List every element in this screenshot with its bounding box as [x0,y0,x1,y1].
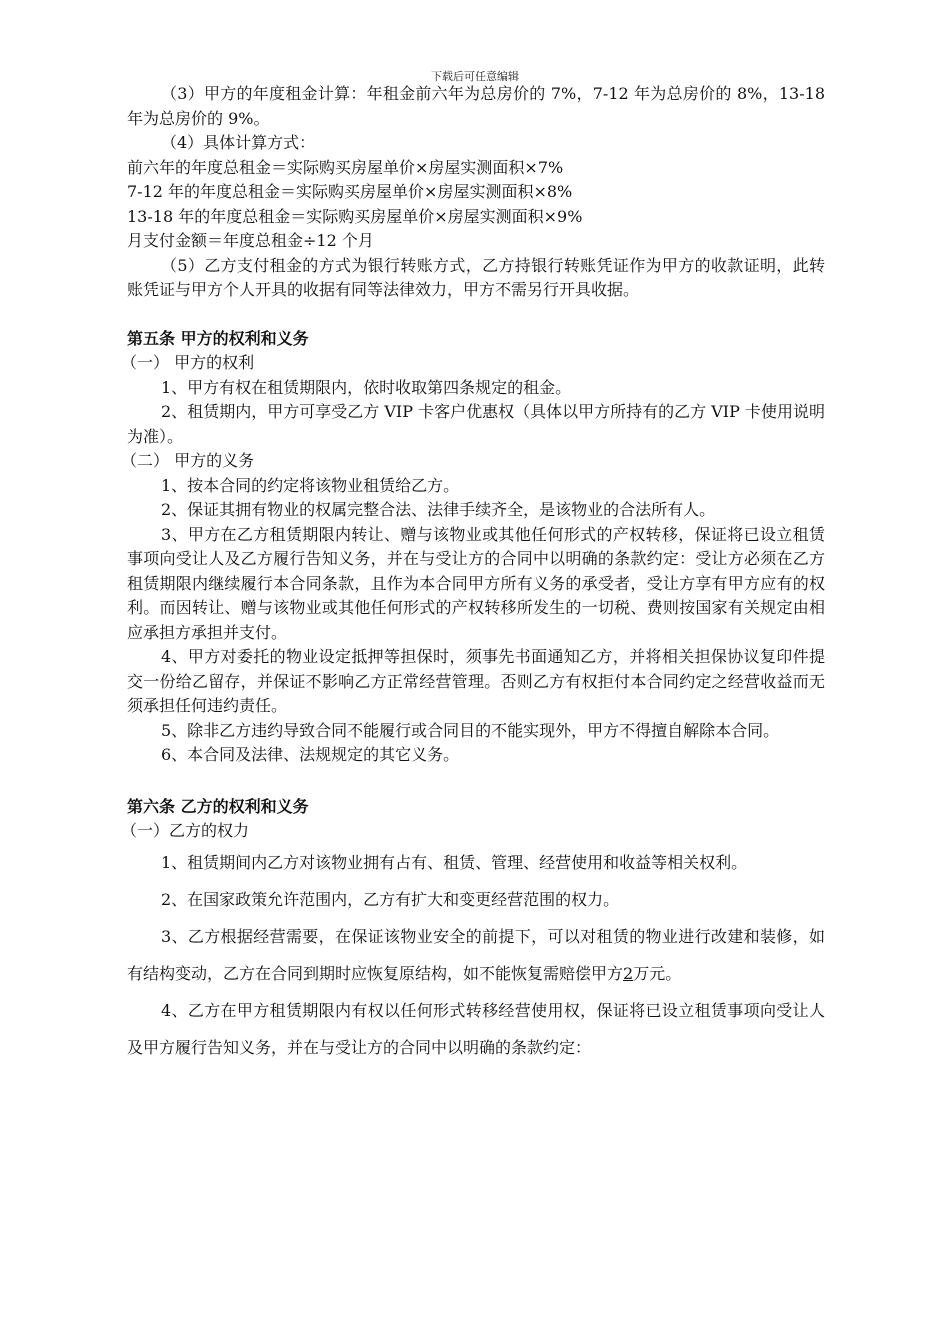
compensation-amount: 2 [623,963,634,983]
party-a-right-item: 1、甲方有权在租赁期限内，依时收取第四条规定的租金。 [161,377,572,397]
formula-line: 7-12 年的年度总租金＝实际购买房屋单价×房屋实测面积×8% [127,182,573,201]
formula-line: 月支付金额＝年度总租金÷12 个月 [127,231,374,250]
party-a-duty-item: 4、甲方对委托的物业设定抵押等担保时，须事先书面通知乙方，并将相关担保协议复印件提交一份给乙留存，并保证不影响乙方正常经营管理。否则乙方有权拒付本合同约定之经营收益而无须承担任何违约责任。 [127,647,825,715]
document-body [121,82,825,1066]
formula-line: 前六年的年度总租金＝实际购买房屋单价×房屋实测面积×7% [127,157,564,177]
party-a-duty-item: 6、本合同及法律、法规规定的其它义务。 [161,745,460,764]
item3-text: 3、乙方根据经营需要，在保证该物业安全的前提下，可以对租赁的物业进行改建和装修，如有结构变动，乙方在合同到期时应恢复原结构，如不能恢复需赔偿甲方 [127,926,825,983]
section-6-title: 第六条 乙方的权利和义务 [127,796,309,816]
party-a-duty-item: 5、除非乙方违约导致合同不能履行或合同目的不能实现外，甲方不得擅自解除本合同。 [161,720,780,740]
party-b-right-item: 2、在国家政策允许范围内，乙方有扩大和变更经营范围的权力。 [161,889,620,909]
party-a-duties-heading: （二） 甲方的义务 [121,451,255,470]
party-a-duty-item: 1、按本合同的约定将该物业租赁给乙方。 [161,475,460,495]
spacer [127,303,825,327]
party-b-right-item: 4、乙方在甲方租赁期限内有权以任何形式转移经营使用权，保证将已设立租赁事项向受让人及甲方履行告知义务，并在与受让方的合同中以明确的条款约定： [127,1000,825,1057]
party-b-rights-heading: （一）乙方的权力 [121,821,250,840]
payment-method-paragraph: （5）乙方支付租金的方式为银行转账方式，乙方持银行转账凭证作为甲方的收款证明，此转账凭证与甲方个人开具的收据有同等法律效力，甲方不需另行开具收据。 [127,255,825,299]
formula-line: 13-18 年的年度总租金＝实际购买房屋单价×房屋实测面积×9% [127,206,583,226]
rent-calculation-paragraph: （3）甲方的年度租金计算：年租金前六年为总房价的 7%，7-12 年为总房价的 8%，13-18 年为总房价的 9%。 [127,84,825,128]
item3-unit: 万元。 [633,963,682,983]
party-a-duty-item: 3、甲方在乙方租赁期限内转让、赠与该物业或其他任何形式的产权转移，保证将已设立租赁事项向受让人及乙方履行告知义务，并在与受让方的合同中以明确的条款约定：受让方必须在乙方租赁期限内继续履行本合同条款，且作为本合同甲方所有义务的承受者，受让方享有甲方应有的权利。而因转让、赠与该物业或其他任何形式的产权转移所发生的一切税、费则按国家有关规定由相应承担方承担并支付。 [127,524,825,642]
party-a-duty-item: 2、保证其拥有物业的权属完整合法、法律手续齐全，是该物业的合法所有人。 [161,500,716,519]
spacer [127,768,825,795]
calculation-method-heading: （4）具体计算方式： [161,133,316,152]
party-a-rights-heading: （一） 甲方的权利 [121,353,255,372]
party-b-right-item: 1、租赁期间内乙方对该物业拥有占有、租赁、管理、经营使用和收益等相关权利。 [161,852,748,872]
section-5-title: 第五条 甲方的权利和义务 [127,328,309,348]
page-header-note: 下载后可任意编辑 [431,70,519,83]
party-a-right-item: 2、租赁期内，甲方可享受乙方 VIP 卡客户优惠权（具体以甲方所持有的乙方 VIP 卡使用说明为准）。 [127,402,825,446]
party-b-right-item [127,918,825,992]
